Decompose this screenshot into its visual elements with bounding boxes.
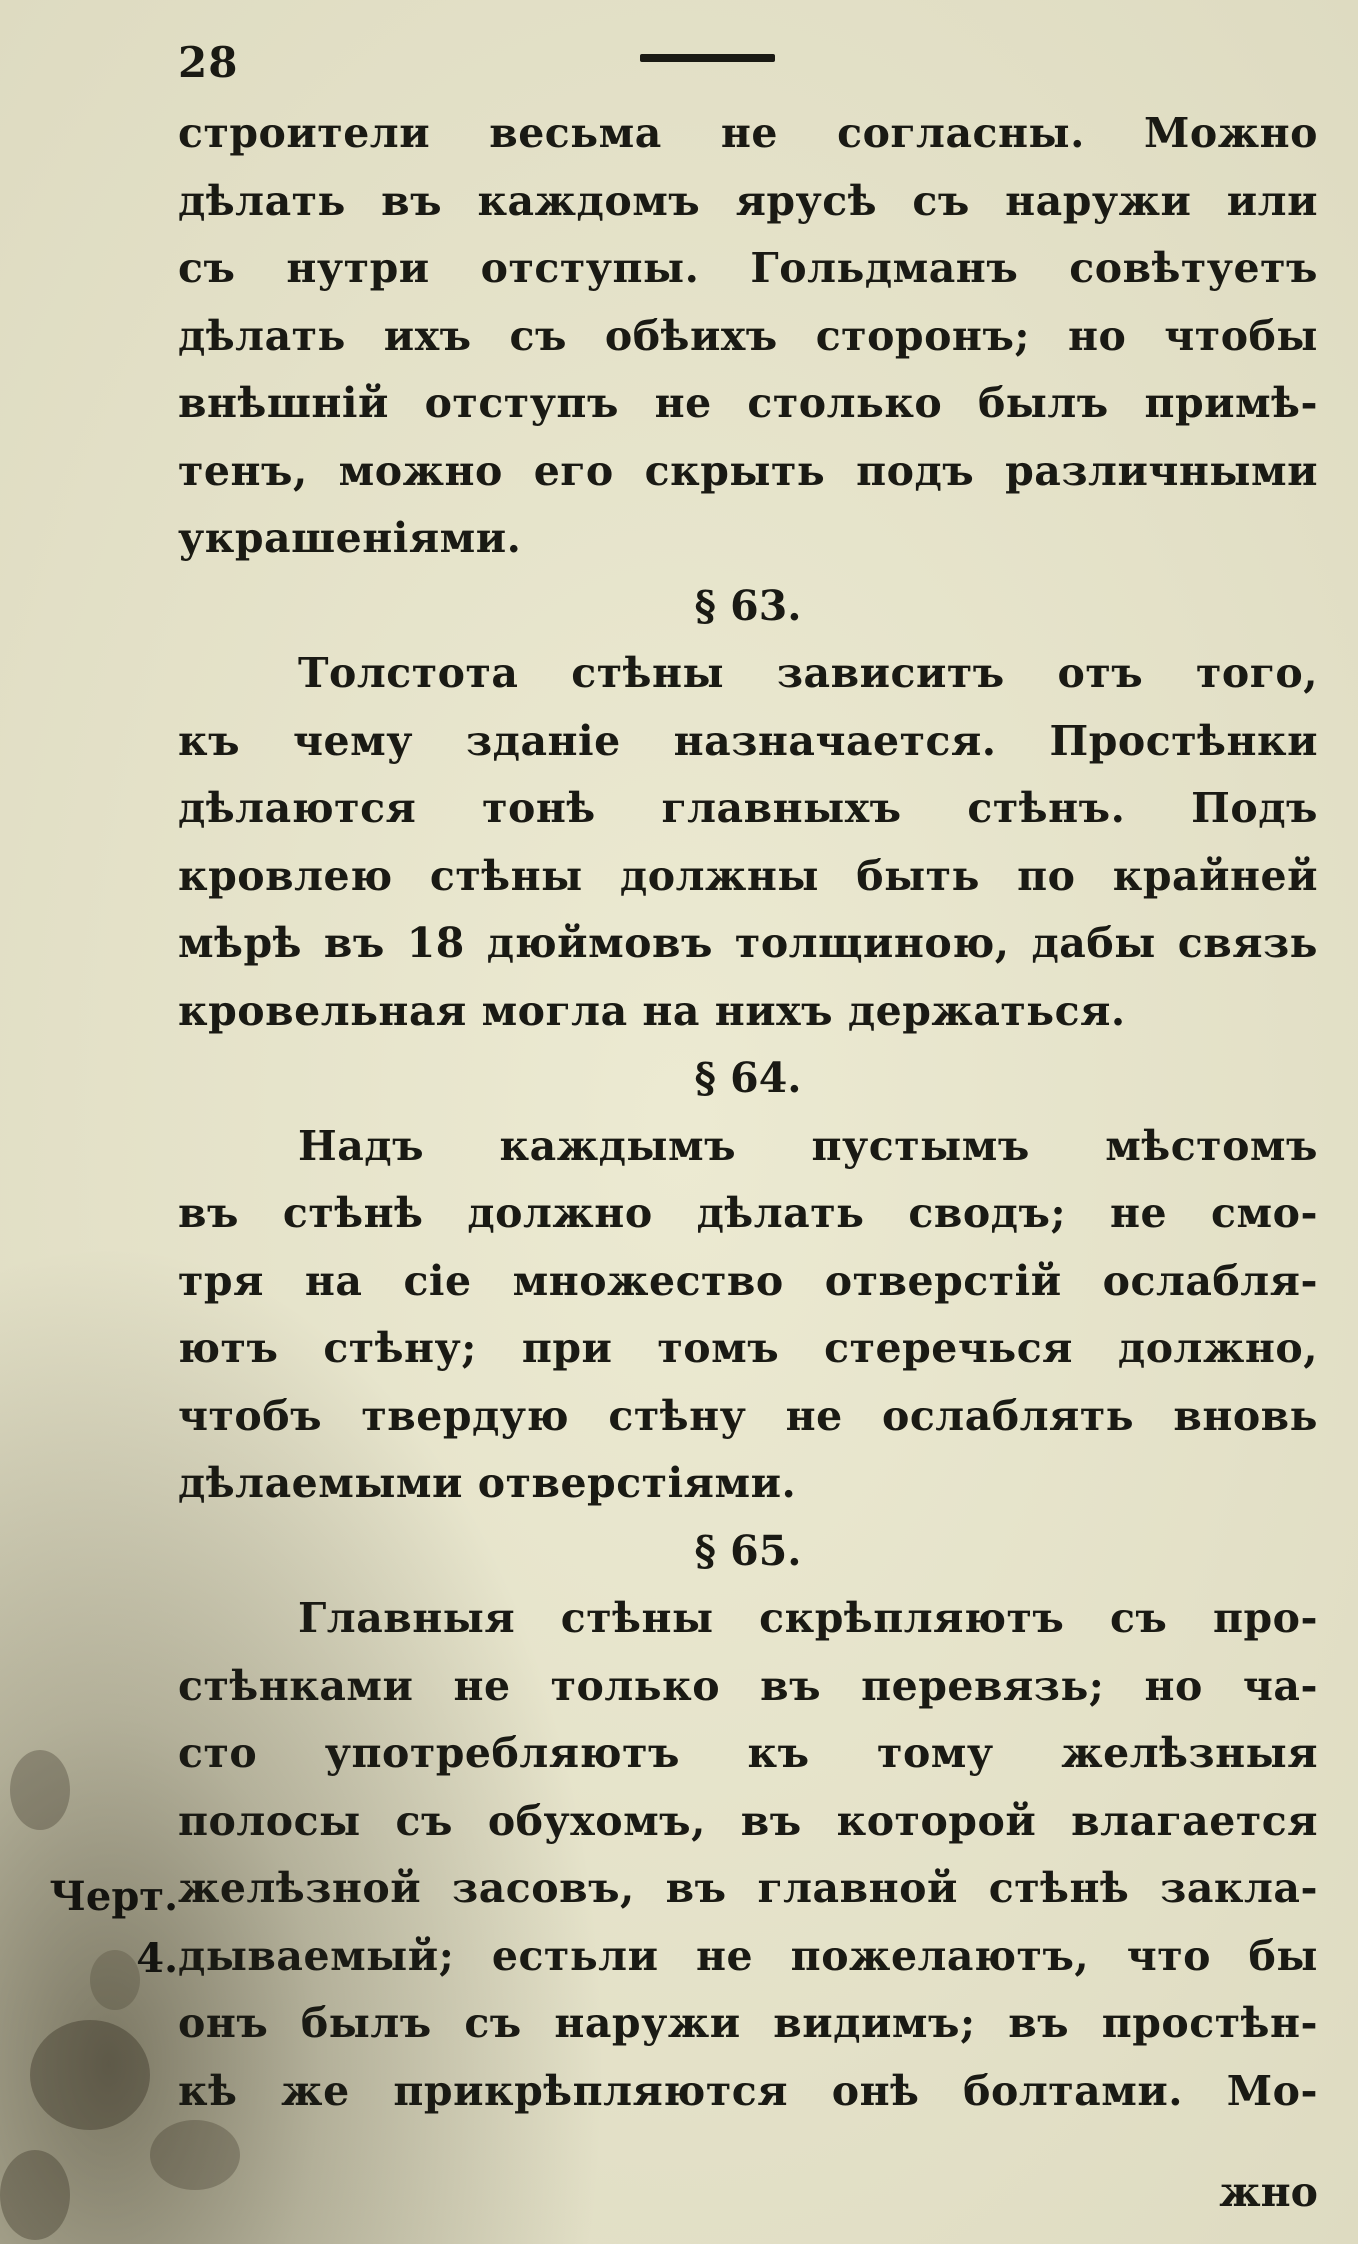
text-line: украшеніями. bbox=[178, 514, 522, 562]
text-line: Главныя стѣны скрѣпляютъ съ про- bbox=[298, 1594, 1318, 1642]
text-line: дѣлать въ каждомъ ярусѣ съ наружи или bbox=[178, 176, 1318, 225]
text-line: дѣлать ихъ съ обѣихъ сторонъ; но чтобы bbox=[178, 311, 1318, 360]
paragraph-continuation bbox=[178, 100, 1318, 573]
catchword: жно bbox=[1219, 2168, 1318, 2216]
text-line: Надъ каждымъ пустымъ мѣстомъ bbox=[298, 1121, 1318, 1170]
text-line: кровельная могла на нихъ держаться. bbox=[178, 986, 1126, 1035]
text-line: ютъ стѣну; при томъ стеречься должно, bbox=[178, 1324, 1318, 1372]
text-line: въ стѣнѣ должно дѣлать сводъ; не смо- bbox=[178, 1189, 1318, 1237]
text-line: тря на сіе множество отверстій ослабля- bbox=[178, 1256, 1318, 1305]
section-63 bbox=[178, 573, 1318, 1046]
ink-stain bbox=[10, 1750, 70, 1830]
text-line: кѣ же прикрѣпляются онѣ болтами. Мо- bbox=[178, 2066, 1318, 2115]
text-line: полосы съ обухомъ, въ которой влагается bbox=[178, 1796, 1318, 1845]
text-line: тенъ, можно его скрыть подъ различными bbox=[178, 446, 1318, 495]
text-line: Толстота стѣны зависитъ отъ того, bbox=[298, 649, 1318, 697]
text-line: кровлею стѣны должны быть по крайней bbox=[178, 851, 1318, 900]
text-line: мѣрѣ въ 18 дюймовъ толщиною, дабы связь bbox=[178, 919, 1318, 967]
page-number: 28 bbox=[178, 38, 239, 87]
text-line: съ нутри отступы. Гольдманъ совѣтуетъ bbox=[178, 244, 1318, 292]
section-65 bbox=[178, 1518, 1318, 2126]
section-64 bbox=[178, 1045, 1318, 1518]
section-heading: § 64. bbox=[694, 1054, 802, 1102]
margin-note-figure-ref bbox=[18, 1866, 178, 1990]
section-heading: § 65. bbox=[694, 1526, 802, 1575]
text-line: дываемый; естьли не пожелаютъ, что бы bbox=[178, 1931, 1318, 1980]
text-line: сто употребляютъ къ тому желѣзныя bbox=[178, 1729, 1318, 1777]
text-line: стѣнками не только въ перевязь; но ча- bbox=[178, 1661, 1318, 1710]
ink-stain bbox=[0, 2150, 70, 2240]
ink-stain bbox=[30, 2020, 150, 2130]
text-line: къ чему зданіе назначается. Простѣнки bbox=[178, 716, 1318, 765]
margin-note-label: Черт. bbox=[49, 1873, 178, 1920]
text-line: внѣшній отступъ не столько былъ примѣ- bbox=[178, 379, 1318, 427]
text-line: дѣлаются тонѣ главныхъ стѣнъ. Подъ bbox=[178, 784, 1318, 832]
text-line: онъ былъ съ наружи видимъ; въ простѣн- bbox=[178, 1999, 1318, 2047]
header-rule bbox=[640, 54, 775, 62]
text-line: дѣлаемыми отверстіями. bbox=[178, 1459, 797, 1507]
ink-stain bbox=[150, 2120, 240, 2190]
text-block bbox=[178, 100, 1318, 2125]
text-line: строители весьма не согласны. Можно bbox=[178, 109, 1318, 157]
text-line: желѣзной засовъ, въ главной стѣнѣ закла- bbox=[178, 1864, 1318, 1912]
margin-note-number: 4. bbox=[136, 1935, 178, 1982]
text-line: чтобъ твердую стѣну не ослаблять вновь bbox=[178, 1391, 1318, 1440]
section-heading: § 63. bbox=[694, 581, 802, 630]
